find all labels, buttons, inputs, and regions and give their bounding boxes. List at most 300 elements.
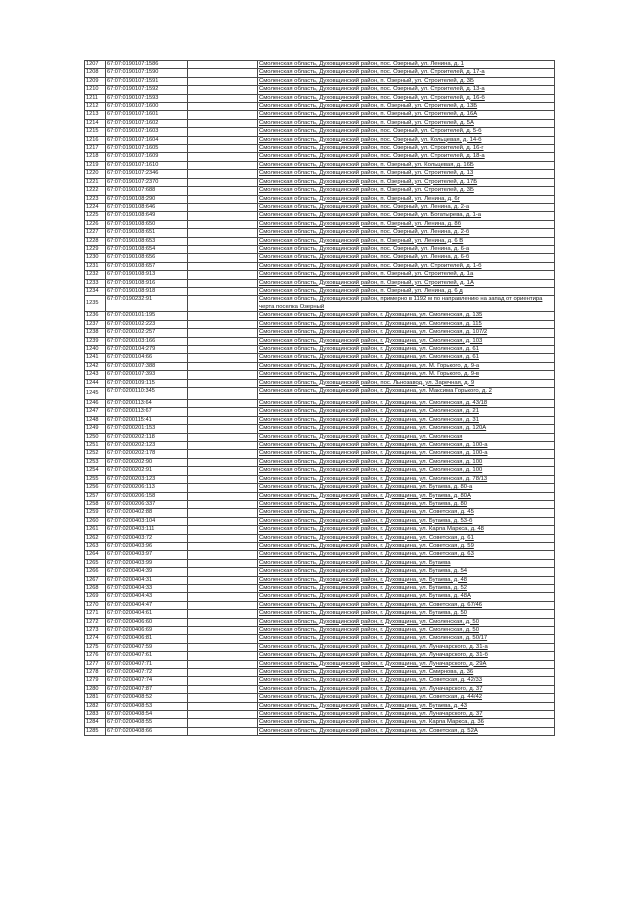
document-page <box>84 60 554 736</box>
table-row <box>85 660 555 668</box>
cadastral-number: 67:07:0190107:1604 <box>106 136 188 144</box>
cadastral-number: 67:07:0200408:66 <box>106 727 188 735</box>
address: Смоленская область, Духовщинский район, г. Духовщина, ул. Советская, д. 59 <box>258 542 555 550</box>
table-row <box>85 542 555 550</box>
address: Смоленская область, Духовщинский район, п. Озерный, ул. Ленина, д. 8б <box>258 220 555 228</box>
cadastral-number: 67:07:0200104:279 <box>106 346 188 354</box>
cadastral-number: 67:07:0200403:111 <box>106 526 188 534</box>
address: Смоленская область, Духовщинский район, г. Духовщина, ул. Смоленская, д. 115 <box>258 320 555 328</box>
empty-cell <box>188 719 258 727</box>
table-row <box>85 711 555 719</box>
cadastral-number: 67:07:0190108:918 <box>106 287 188 295</box>
table-row <box>85 287 555 295</box>
cadastral-number: 67:07:0190107:1602 <box>106 119 188 127</box>
row-number: 1255 <box>85 475 106 483</box>
empty-cell <box>188 458 258 466</box>
address: Смоленская область, Духовщинский район, п. Озерный, ул. Строителей, д. 3Б <box>258 77 555 85</box>
empty-cell <box>188 128 258 136</box>
empty-cell <box>188 416 258 424</box>
empty-cell <box>188 711 258 719</box>
empty-cell <box>188 467 258 475</box>
cadastral-number: 67:07:0190107:1590 <box>106 69 188 77</box>
cadastral-number: 67:07:0190108:916 <box>106 279 188 287</box>
cadastral-number: 67:07:0200403:104 <box>106 517 188 525</box>
cadastral-number: 67:07:0190108:650 <box>106 220 188 228</box>
cadastral-number: 67:07:0190107:1591 <box>106 77 188 85</box>
empty-cell <box>188 694 258 702</box>
cadastral-number: 67:07:0200115:41 <box>106 416 188 424</box>
empty-cell <box>188 534 258 542</box>
address: Смоленская область, Духовщинский район, г. Духовщина, ул. Луначарского, д. 31-а <box>258 643 555 651</box>
row-number: 1214 <box>85 119 106 127</box>
row-number: 1263 <box>85 542 106 550</box>
row-number: 1256 <box>85 484 106 492</box>
row-number: 1266 <box>85 568 106 576</box>
table-row <box>85 262 555 270</box>
cadastral-number: 67:07:0200408:55 <box>106 719 188 727</box>
row-number: 1249 <box>85 425 106 433</box>
row-number: 1238 <box>85 329 106 337</box>
empty-cell <box>188 170 258 178</box>
address: Смоленская область, Духовщинский район, п. Озерный, ул. Ленина, д. 6 д <box>258 287 555 295</box>
empty-cell <box>188 195 258 203</box>
address: Смоленская область, Духовщинский район, г. Духовщина, ул. Бугаева, д. 80 <box>258 500 555 508</box>
empty-cell <box>188 492 258 500</box>
row-number: 1224 <box>85 203 106 211</box>
table-row <box>85 618 555 626</box>
row-number: 1207 <box>85 61 106 69</box>
address: Смоленская область, Духовщинский район, п. Озерный, ул. Строителей, д. 13 <box>258 170 555 178</box>
empty-cell <box>188 526 258 534</box>
table-row <box>85 94 555 102</box>
address: Смоленская область, Духовщинский район, пос. Озерный, ул. Строителей, д. 1-б <box>258 262 555 270</box>
cadastral-number: 67:07:0200407:74 <box>106 677 188 685</box>
table-row <box>85 467 555 475</box>
row-number: 1236 <box>85 312 106 320</box>
cadastral-number: 67:07:0200406:81 <box>106 635 188 643</box>
empty-cell <box>188 178 258 186</box>
empty-cell <box>188 559 258 567</box>
row-number: 1261 <box>85 526 106 534</box>
row-number: 1235 <box>85 296 106 312</box>
row-number: 1212 <box>85 103 106 111</box>
empty-cell <box>188 677 258 685</box>
empty-cell <box>188 400 258 408</box>
address: Смоленская область, Духовщинский район, г. Духовщина, ул. Бугаева, д. 48 <box>258 576 555 584</box>
row-number: 1227 <box>85 229 106 237</box>
empty-cell <box>188 542 258 550</box>
cadastral-number: 67:07:0200403:97 <box>106 551 188 559</box>
cadastral-number: 67:07:0200201:153 <box>106 425 188 433</box>
address: Смоленская область, Духовщинский район, г. Духовщина, ул. М. Горького, д. 9-в <box>258 371 555 379</box>
table-row <box>85 128 555 136</box>
cadastral-number: 67:07:0200404:47 <box>106 601 188 609</box>
row-number: 1220 <box>85 170 106 178</box>
cadastral-number: 67:07:0200404:43 <box>106 593 188 601</box>
table-row <box>85 337 555 345</box>
empty-cell <box>188 271 258 279</box>
empty-cell <box>188 329 258 337</box>
address: Смоленская область, Духовщинский район, пос. Льнозавод, ул. Заречная, д. 9 <box>258 379 555 387</box>
address: Смоленская область, Духовщинский район, пос. Озерный, ул. Строителей, д. 17-а <box>258 69 555 77</box>
cadastral-number: 67:07:0200407:59 <box>106 643 188 651</box>
address: Смоленская область, Духовщинский район, г. Духовщина, ул. Смоленская, д. 100 <box>258 467 555 475</box>
table-row <box>85 458 555 466</box>
row-number: 1258 <box>85 500 106 508</box>
address: Смоленская область, Духовщинский район, п. Озерный, ул. Строителей, д. 16А <box>258 111 555 119</box>
address: Смоленская область, Духовщинский район, г. Духовщина, ул. Карла Маркса, д. 36 <box>258 719 555 727</box>
cadastral-number: 67:07:0190107:1601 <box>106 111 188 119</box>
table-row <box>85 161 555 169</box>
row-number: 1244 <box>85 379 106 387</box>
row-number: 1260 <box>85 517 106 525</box>
empty-cell <box>188 320 258 328</box>
cadastral-number: 67:07:0200206:113 <box>106 484 188 492</box>
cadastral-number: 67:07:0190107:1605 <box>106 145 188 153</box>
table-row <box>85 719 555 727</box>
table-row <box>85 178 555 186</box>
cadastral-number: 67:07:0200407:71 <box>106 660 188 668</box>
row-number: 1210 <box>85 86 106 94</box>
table-row <box>85 170 555 178</box>
address: Смоленская область, Духовщинский район, г. Духовщина, ул. Смоленская, д. 61 <box>258 346 555 354</box>
cadastral-number: 67:07:0200206:158 <box>106 492 188 500</box>
address: Смоленская область, Духовщинский район, г. Духовщина, ул. Смоленская, д. 50 <box>258 618 555 626</box>
empty-cell <box>188 618 258 626</box>
table-row <box>85 643 555 651</box>
address: Смоленская область, Духовщинский район, г. Духовщина, ул. Бугаева, д. 50 <box>258 610 555 618</box>
table-row <box>85 245 555 253</box>
address: Смоленская область, Духовщинский район, г. Духовщина, ул. Бугаева, д. 43 <box>258 702 555 710</box>
address: Смоленская область, Духовщинский район, пос. Озерный, ул. Строителей, д. 18-а <box>258 153 555 161</box>
empty-cell <box>188 362 258 370</box>
row-number: 1273 <box>85 627 106 635</box>
empty-cell <box>188 119 258 127</box>
cadastral-number: 67:07:0200202:178 <box>106 450 188 458</box>
table-row <box>85 635 555 643</box>
address: Смоленская область, Духовщинский район, пос. Озерный, ул. Ленина, д. 2-а <box>258 203 555 211</box>
empty-cell <box>188 551 258 559</box>
table-row <box>85 212 555 220</box>
row-number: 1231 <box>85 262 106 270</box>
empty-cell <box>188 69 258 77</box>
address: Смоленская область, Духовщинский район, г. Духовщина, ул. Смоленская <box>258 433 555 441</box>
table-row <box>85 727 555 735</box>
address: Смоленская область, Духовщинский район, пос. Озерный, ул. Строителей, д. 5-б <box>258 128 555 136</box>
address: Смоленская область, Духовщинский район, г. Духовщина, ул. Смоленская, д. 100 <box>258 458 555 466</box>
row-number: 1223 <box>85 195 106 203</box>
cadastral-number: 67:07:0200107:393 <box>106 371 188 379</box>
row-number: 1284 <box>85 719 106 727</box>
address: Смоленская область, Духовщинский район, г. Духовщина, ул. Смоленская, д. 31 <box>258 416 555 424</box>
table-row <box>85 136 555 144</box>
empty-cell <box>188 652 258 660</box>
empty-cell <box>188 593 258 601</box>
address: Смоленская область, Духовщинский район, г. Духовщина, ул. Смирнова, д. 36 <box>258 669 555 677</box>
property-table-body <box>85 61 555 736</box>
cadastral-number: 67:07:0200203:123 <box>106 475 188 483</box>
table-row <box>85 500 555 508</box>
cadastral-number: 67:07:0200202:90 <box>106 458 188 466</box>
empty-cell <box>188 86 258 94</box>
cadastral-number: 67:07:0190107:688 <box>106 187 188 195</box>
row-number: 1245 <box>85 388 106 400</box>
table-row <box>85 568 555 576</box>
address: Смоленская область, Духовщинский район, п. Озерный, ул. Строителей, д. 5А <box>258 119 555 127</box>
empty-cell <box>188 433 258 441</box>
address: Смоленская область, Духовщинский район, г. Духовщина, ул. Смоленская, д. 78/13 <box>258 475 555 483</box>
empty-cell <box>188 287 258 295</box>
row-number: 1213 <box>85 111 106 119</box>
address: Смоленская область, Духовщинский район, г. Духовщина, ул. Бугаева, д. 80-а <box>258 484 555 492</box>
table-row <box>85 346 555 354</box>
empty-cell <box>188 517 258 525</box>
table-row <box>85 593 555 601</box>
row-number: 1264 <box>85 551 106 559</box>
table-row <box>85 627 555 635</box>
empty-cell <box>188 568 258 576</box>
empty-cell <box>188 161 258 169</box>
table-row <box>85 534 555 542</box>
table-row <box>85 450 555 458</box>
address: Смоленская область, Духовщинский район, г. Духовщина, ул. Смоленская, д. 43/18 <box>258 400 555 408</box>
cadastral-number: 67:07:0200408:53 <box>106 702 188 710</box>
row-number: 1211 <box>85 94 106 102</box>
address: Смоленская область, Духовщинский район, г. Духовщина, ул. Советская, д. 61 <box>258 534 555 542</box>
empty-cell <box>188 220 258 228</box>
address: Смоленская область, Духовщинский район, г. Духовщина, ул. Смоленская, д. 50/17 <box>258 635 555 643</box>
address: Смоленская область, Духовщинский район, п. Озерный, ул. Строителей, д. 1А <box>258 279 555 287</box>
address: Смоленская область, Духовщинский район, г. Духовщина, ул. Луначарского, д. 31-б <box>258 652 555 660</box>
address: Смоленская область, Духовщинский район, п. Озерный, ул. Строителей, д. 3Б <box>258 187 555 195</box>
empty-cell <box>188 379 258 387</box>
cadastral-number: 67:07:0200408:52 <box>106 694 188 702</box>
row-number: 1246 <box>85 400 106 408</box>
cadastral-number: 67:07:0190108:646 <box>106 203 188 211</box>
address: Смоленская область, Духовщинский район, п. Озерный, ул. Строителей, д. 1а <box>258 271 555 279</box>
row-number: 1252 <box>85 450 106 458</box>
address: Смоленская область, Духовщинский район, г. Духовщина, ул. Смоленская, д. 50 <box>258 627 555 635</box>
table-row <box>85 484 555 492</box>
row-number: 1222 <box>85 187 106 195</box>
empty-cell <box>188 610 258 618</box>
table-row <box>85 103 555 111</box>
address: Смоленская область, Духовщинский район, пос. Озерный, ул. Строителей, д. 13-а <box>258 86 555 94</box>
table-row <box>85 408 555 416</box>
address: Смоленская область, Духовщинский район, г. Духовщина, ул. Советская, д. 63 <box>258 551 555 559</box>
address: Смоленская область, Духовщинский район, пос. Озерный, ул. Богатырева, д. 1-а <box>258 212 555 220</box>
row-number: 1272 <box>85 618 106 626</box>
table-row <box>85 329 555 337</box>
row-number: 1253 <box>85 458 106 466</box>
table-row <box>85 702 555 710</box>
table-row <box>85 576 555 584</box>
table-row <box>85 425 555 433</box>
empty-cell <box>188 136 258 144</box>
row-number: 1270 <box>85 601 106 609</box>
row-number: 1285 <box>85 727 106 735</box>
table-row <box>85 187 555 195</box>
table-row <box>85 279 555 287</box>
cadastral-number: 67:07:0200404:33 <box>106 584 188 592</box>
cadastral-number: 67:07:0200403:99 <box>106 559 188 567</box>
cadastral-number: 67:07:0200404:61 <box>106 610 188 618</box>
address: Смоленская область, Духовщинский район, г. Духовщина, ул. Советская, д. 42/33 <box>258 677 555 685</box>
cadastral-number: 67:07:0190107:2346 <box>106 170 188 178</box>
row-number: 1267 <box>85 576 106 584</box>
address: Смоленская область, Духовщинский район, п. Озерный, ул. Строителей, д. 17Б <box>258 178 555 186</box>
cadastral-number: 67:07:0200408:54 <box>106 711 188 719</box>
address: Смоленская область, Духовщинский район, г. Духовщина, ул. Советская, д. 45 <box>258 509 555 517</box>
table-row <box>85 610 555 618</box>
empty-cell <box>188 312 258 320</box>
cadastral-number: 67:07:0190107:1593 <box>106 94 188 102</box>
table-row <box>85 312 555 320</box>
row-number: 1280 <box>85 685 106 693</box>
table-row <box>85 694 555 702</box>
row-number: 1276 <box>85 652 106 660</box>
table-row <box>85 153 555 161</box>
cadastral-number: 67:07:0200407:61 <box>106 652 188 660</box>
table-row <box>85 685 555 693</box>
address: Смоленская область, Духовщинский район, пос. Озерный, ул. Ленина, д. 1 <box>258 61 555 69</box>
empty-cell <box>188 425 258 433</box>
address: Смоленская область, Духовщинский район, г. Духовщина, ул. Смоленская, д. 120А <box>258 425 555 433</box>
empty-cell <box>188 685 258 693</box>
table-row <box>85 388 555 400</box>
table-row <box>85 254 555 262</box>
address: Смоленская область, Духовщинский район, г. Духовщина, ул. Бугаева <box>258 559 555 567</box>
address: Смоленская область, Духовщинский район, г. Духовщина, ул. Бугаева, д. 53-б <box>258 517 555 525</box>
cadastral-number: 67:07:0200102:223 <box>106 320 188 328</box>
cadastral-number: 67:07:0190108:653 <box>106 237 188 245</box>
empty-cell <box>188 643 258 651</box>
empty-cell <box>188 279 258 287</box>
cadastral-number: 67:07:0190107:1600 <box>106 103 188 111</box>
row-number: 1269 <box>85 593 106 601</box>
cadastral-number: 67:07:0200206:337 <box>106 500 188 508</box>
cadastral-number: 67:07:0200404:39 <box>106 568 188 576</box>
empty-cell <box>188 475 258 483</box>
empty-cell <box>188 103 258 111</box>
table-row <box>85 584 555 592</box>
row-number: 1225 <box>85 212 106 220</box>
cadastral-number: 67:07:0190107:1603 <box>106 128 188 136</box>
address: Смоленская область, Духовщинский район, п. Озерный, ул. Ленина, д. 6г <box>258 195 555 203</box>
table-row <box>85 433 555 441</box>
empty-cell <box>188 442 258 450</box>
row-number: 1251 <box>85 442 106 450</box>
table-row <box>85 400 555 408</box>
row-number: 1237 <box>85 320 106 328</box>
address: Смоленская область, Духовщинский район, пос. Озерный, ул. Кольцевая, д. 14-б <box>258 136 555 144</box>
table-row <box>85 677 555 685</box>
cadastral-number: 67:07:0200406:69 <box>106 627 188 635</box>
row-number: 1215 <box>85 128 106 136</box>
cadastral-number: 67:07:0190107:1610 <box>106 161 188 169</box>
empty-cell <box>188 509 258 517</box>
empty-cell <box>188 627 258 635</box>
row-number: 1262 <box>85 534 106 542</box>
address: Смоленская область, Духовщинский район, г. Духовщина, ул. Смоленская, д. 100-а <box>258 442 555 450</box>
address: Смоленская область, Духовщинский район, г. Духовщина, ул. Смоленская, д. 135 <box>258 312 555 320</box>
row-number: 1229 <box>85 245 106 253</box>
table-row <box>85 145 555 153</box>
cadastral-number: 67:07:0190108:290 <box>106 195 188 203</box>
row-number: 1275 <box>85 643 106 651</box>
table-row <box>85 229 555 237</box>
address: Смоленская область, Духовщинский район, г. Духовщина, ул. Смоленская, д. 100-а <box>258 450 555 458</box>
empty-cell <box>188 450 258 458</box>
row-number: 1278 <box>85 669 106 677</box>
empty-cell <box>188 61 258 69</box>
cadastral-number: 67:07:0200109:115 <box>106 379 188 387</box>
row-number: 1250 <box>85 433 106 441</box>
row-number: 1247 <box>85 408 106 416</box>
row-number: 1217 <box>85 145 106 153</box>
table-row <box>85 652 555 660</box>
row-number: 1254 <box>85 467 106 475</box>
empty-cell <box>188 346 258 354</box>
row-number: 1259 <box>85 509 106 517</box>
empty-cell <box>188 145 258 153</box>
cadastral-number: 67:07:0190108:657 <box>106 262 188 270</box>
address: Смоленская область, Духовщинский район, п. Озерный, ул. Строителей, д. 13Б <box>258 103 555 111</box>
address: Смоленская область, Духовщинский район, г. Духовщина, ул. Бугаева, д. 52 <box>258 584 555 592</box>
table-row <box>85 203 555 211</box>
row-number: 1265 <box>85 559 106 567</box>
address: Смоленская область, Духовщинский район, г. Духовщина, ул. Карла Маркса, д. 48 <box>258 526 555 534</box>
row-number: 1283 <box>85 711 106 719</box>
empty-cell <box>188 702 258 710</box>
table-row <box>85 119 555 127</box>
row-number: 1239 <box>85 337 106 345</box>
empty-cell <box>188 245 258 253</box>
row-number: 1219 <box>85 161 106 169</box>
cadastral-number: 67:07:0190107:1586 <box>106 61 188 69</box>
row-number: 1242 <box>85 362 106 370</box>
address: Смоленская область, Духовщинский район, г. Духовщина, ул. Максима Горького, д. 2 <box>258 388 555 400</box>
row-number: 1257 <box>85 492 106 500</box>
table-row <box>85 220 555 228</box>
cadastral-number: 67:07:0190108:656 <box>106 254 188 262</box>
empty-cell <box>188 500 258 508</box>
cadastral-number: 67:07:0200403:96 <box>106 542 188 550</box>
address: Смоленская область, Духовщинский район, г. Духовщина, ул. М. Горького, д. 9-а <box>258 362 555 370</box>
cadastral-number: 67:07:0190108:654 <box>106 245 188 253</box>
row-number: 1209 <box>85 77 106 85</box>
cadastral-number: 67:07:0200407:87 <box>106 685 188 693</box>
cadastral-number: 67:07:0200202:91 <box>106 467 188 475</box>
empty-cell <box>188 111 258 119</box>
cadastral-number: 67:07:0200404:31 <box>106 576 188 584</box>
row-number: 1271 <box>85 610 106 618</box>
table-row <box>85 669 555 677</box>
cadastral-number: 67:07:0200113:64 <box>106 400 188 408</box>
address: Смоленская область, Духовщинский район, г. Духовщина, ул. Смоленская, д. 103 <box>258 337 555 345</box>
row-number: 1243 <box>85 371 106 379</box>
table-row <box>85 517 555 525</box>
address: Смоленская область, Духовщинский район, г. Духовщина, ул. Луначарского, д. 37 <box>258 711 555 719</box>
table-row <box>85 69 555 77</box>
table-row <box>85 526 555 534</box>
empty-cell <box>188 584 258 592</box>
row-number: 1226 <box>85 220 106 228</box>
address: Смоленская область, Духовщинский район, пос. Озерный, ул. Ленина, д. 2-б <box>258 229 555 237</box>
table-row <box>85 475 555 483</box>
address: Смоленская область, Духовщинский район, г. Духовщина, ул. Советская, д. 67/46 <box>258 601 555 609</box>
empty-cell <box>188 187 258 195</box>
